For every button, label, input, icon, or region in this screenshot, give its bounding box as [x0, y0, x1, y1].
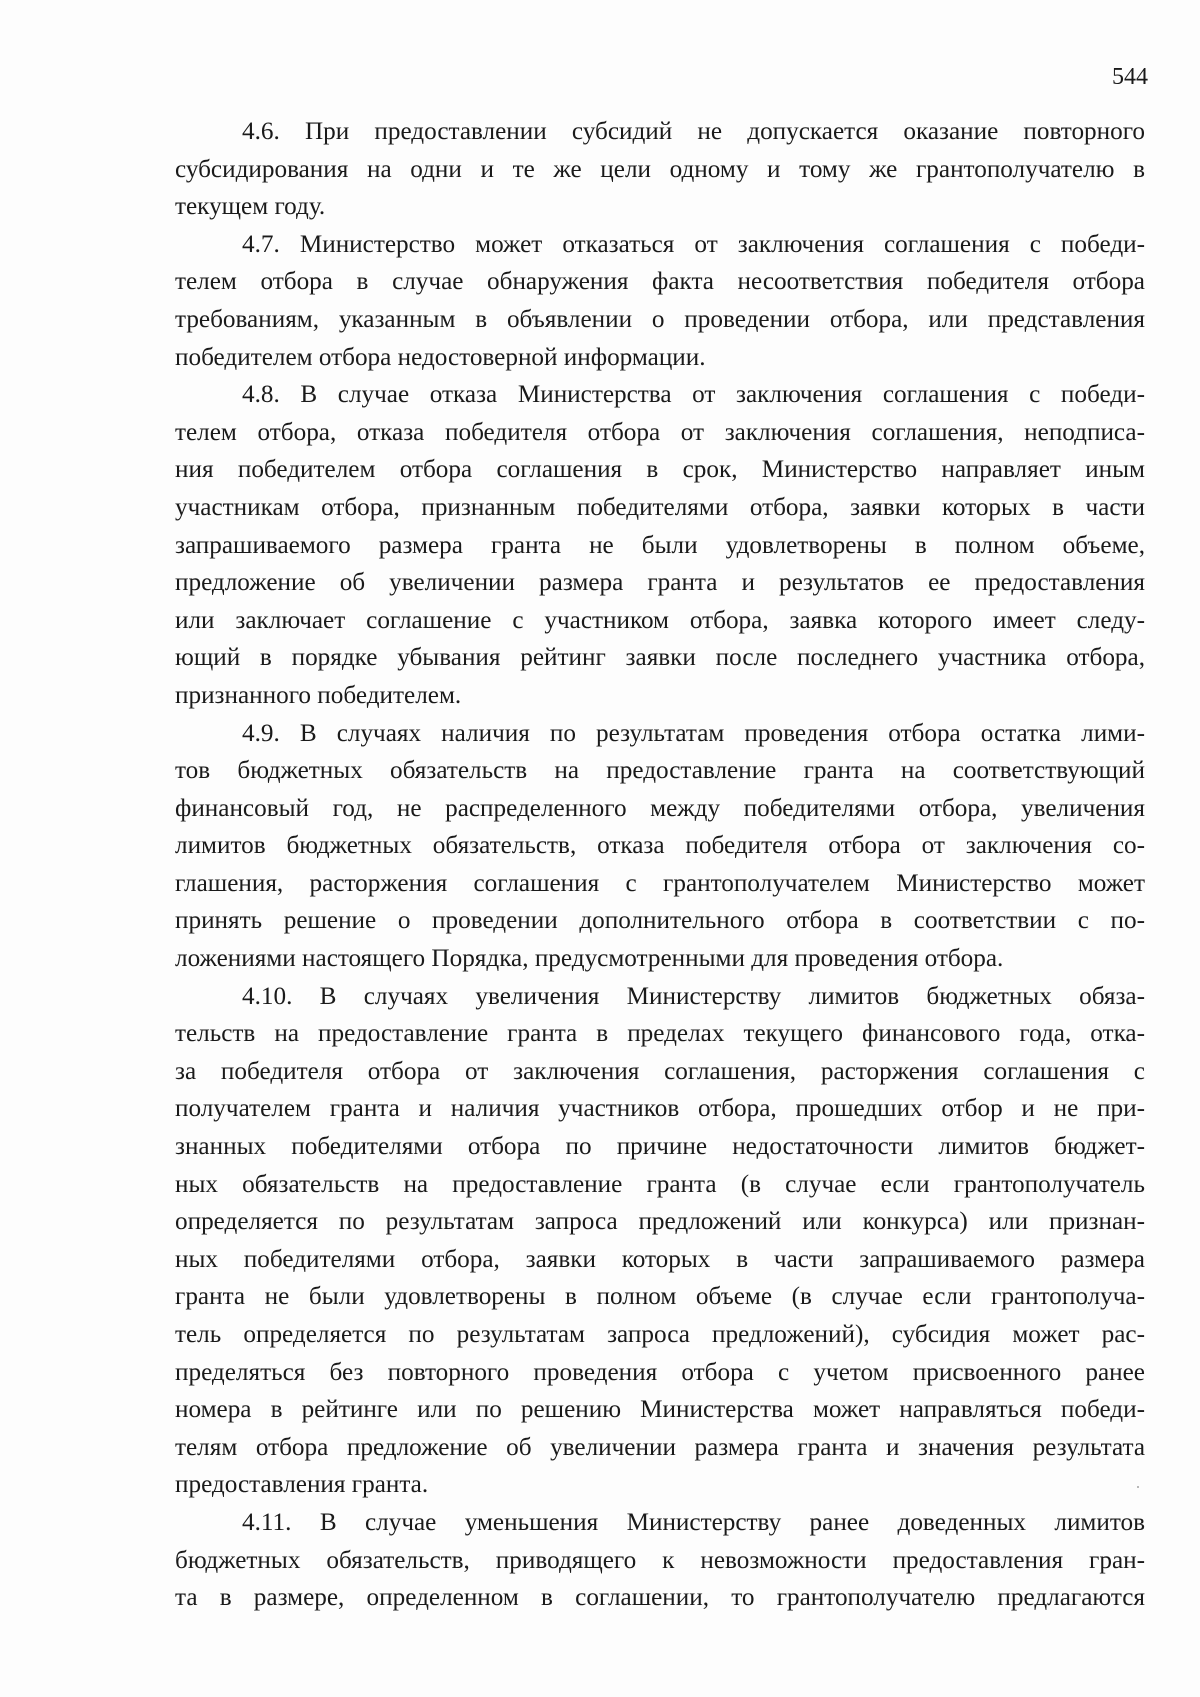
paragraph-4-11-line: 4.11. В случае уменьшения Министерству ранее доведенных лимитов — [242, 1508, 1145, 1536]
paragraph-4-8-line: признанного победителем. — [175, 681, 462, 709]
paragraph-4-11-line: бюджетных обязательств, приводящего к невозможности предоставления гран- — [175, 1546, 1145, 1574]
paragraph-4-8-line: или заключает соглашение с участником отбора, заявка которого имеет следу- — [175, 606, 1145, 634]
paragraph-4-10-line: знанных победителями отбора по причине недостаточности лимитов бюджет- — [175, 1133, 1145, 1161]
paragraph-4-10-line: тельств на предоставление гранта в пределах текущего финансового года, отка- — [175, 1020, 1145, 1048]
paragraph-4-8-line: телем отбора, отказа победителя отбора от заключения соглашения, неподписа- — [175, 418, 1145, 446]
paragraph-4-8-line: предложение об увеличении размера гранта и результатов ее предоставления — [175, 569, 1145, 597]
paragraph-4-10-line: ных обязательств на предоставление гранта (в случае если грантополучатель — [175, 1170, 1145, 1198]
paragraph-4-10-line: за победителя отбора от заключения соглашения, расторжения соглашения с — [175, 1057, 1145, 1085]
document-body — [175, 113, 1145, 1617]
paragraph-4-10-line: номера в рейтинге или по решению Министерства может направляться победи- — [175, 1396, 1145, 1424]
paragraph-4-8-line: ющий в порядке убывания рейтинг заявки после последнего участника отбора, — [175, 644, 1145, 672]
paragraph-4-10-line: определяется по результатам запроса предложений или конкурса) или признан- — [175, 1208, 1145, 1236]
paragraph-4-9-line: глашения, расторжения соглашения с грантополучателем Министерство может — [175, 869, 1145, 897]
paragraph-4-10-line: тель определяется по результатам запроса предложений), субсидия может рас- — [175, 1321, 1145, 1348]
paragraph-4-6-line: 4.6. При предоставлении субсидий не допускается оказание повторного — [242, 118, 1145, 145]
paragraph-4-9-line: ложениями настоящего Порядка, предусмотренными для проведения отбора. — [175, 945, 1004, 973]
paragraph-4-10-line: предоставления гранта. — [175, 1471, 429, 1499]
paragraph-4-8-line: ния победителем отбора соглашения в срок, Министерство направляет иным — [175, 456, 1145, 484]
page-number: 544 — [1112, 64, 1148, 90]
scan-speck — [1137, 1486, 1139, 1488]
paragraph-4-10-line: получателем гранта и наличия участников отбора, прошедших отбор и не при- — [175, 1095, 1145, 1123]
paragraph-4-6-line: текущем году. — [175, 193, 326, 221]
paragraph-4-7-line: победителем отбора недостоверной информации. — [175, 343, 706, 371]
paragraph-4-6-line: субсидирования на одни и те же цели одному и тому же грантополучателю в — [175, 155, 1145, 183]
paragraph-4-9-line: 4.9. В случаях наличия по результатам проведения отбора остатка лими- — [242, 719, 1145, 747]
paragraph-4-10-line: гранта не были удовлетворены в полном объеме (в случае если грантополуча- — [175, 1283, 1145, 1311]
paragraph-4-9-line: принять решение о проведении дополнительного отбора в соответствии с по- — [175, 907, 1145, 935]
paragraph-4-7-line: 4.7. Министерство может отказаться от заключения соглашения с победи- — [242, 230, 1145, 258]
paragraph-4-9-line: финансовый год, не распределенного между победителями отбора, увеличения — [175, 794, 1145, 822]
paragraph-4-8-line: 4.8. В случае отказа Министерства от заключения соглашения с победи- — [242, 381, 1145, 409]
paragraph-4-11-line: та в размере, определенном в соглашении, то грантополучателю предлагаются — [175, 1584, 1145, 1612]
paragraph-4-10-line: пределяться без повторного проведения отбора с учетом присвоенного ранее — [175, 1358, 1145, 1386]
paragraph-4-8-line: участникам отбора, признанным победителями отбора, заявки которых в части — [175, 493, 1145, 521]
paragraph-4-8-line: запрашиваемого размера гранта не были удовлетворены в полном объеме, — [175, 531, 1145, 559]
paragraph-4-10-line: ных победителями отбора, заявки которых в части запрашиваемого размера — [175, 1245, 1145, 1273]
paragraph-4-10-line: 4.10. В случаях увеличения Министерству лимитов бюджетных обяза- — [242, 982, 1145, 1010]
paragraph-4-9-line: лимитов бюджетных обязательств, отказа победителя отбора от заключения со- — [175, 832, 1145, 860]
paragraph-4-9-line: тов бюджетных обязательств на предоставление гранта на соответствующий — [175, 757, 1145, 785]
paragraph-4-7-line: требованиям, указанным в объявлении о проведении отбора, или представления — [175, 305, 1145, 333]
paragraph-4-10-line: телям отбора предложение об увеличении размера гранта и значения результата — [175, 1433, 1145, 1461]
paragraph-4-7-line: телем отбора в случае обнаружения факта несоответствия победителя отбора — [175, 268, 1145, 296]
